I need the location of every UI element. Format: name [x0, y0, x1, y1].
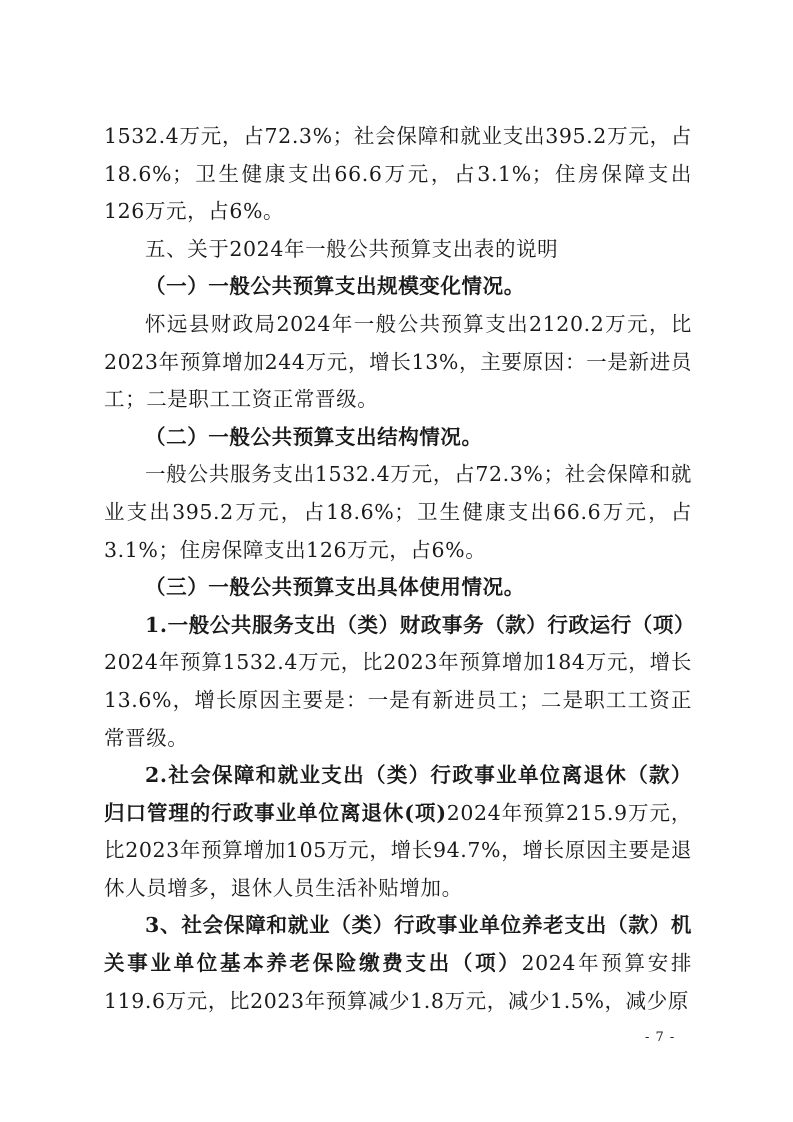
- page-number: - 7 -: [645, 1030, 676, 1045]
- paragraph-text: 一般公共服务支出1532.4万元，占72.3%；社会保障和就业支出395.2万元，占18.6%；卫生健康支出66.6万元，占3.1%；住房保障支出126万元，占6%。: [104, 462, 692, 562]
- subheading-text: （二）一般公共预算支出结构情况。: [145, 424, 483, 449]
- paragraph-continuation: [104, 118, 692, 231]
- subheading-text: （一）一般公共预算支出规模变化情况。: [145, 274, 525, 299]
- paragraph-item-1: [104, 607, 696, 757]
- item-body: 2024年预算215.9万元，比2023年预算增加105万元，增长94.7%，增长原因主要是退休人员增多，退休人员生活补贴增加。: [104, 800, 692, 900]
- item-body: 2024年预算1532.4万元，比2023年预算增加184万元，增长13.6%，增长原因主要是：一是有新进员工；二是职工工资正常晋级。: [104, 650, 692, 750]
- item-title: 1.一般公共服务支出（类）财政事务（款）行政运行（项）: [145, 612, 696, 637]
- paragraph-text: 怀远县财政局2024年一般公共预算支出2120.2万元，比2023年预算增加244万元，增长13%，主要原因：一是新进员工；二是职工工资正常晋级。: [104, 311, 692, 412]
- paragraph-item-2: [104, 757, 692, 907]
- paragraph-text: 1532.4万元，占72.3%；社会保障和就业支出395.2万元，占18.6%；卫生健康支出66.6万元，占3.1%；住房保障支出126万元，占6%。: [104, 124, 692, 224]
- subheading-1: [104, 268, 692, 306]
- item-body: 2024年预算安排119.6万元，比2023年预算减少1.8万元，减少1.5%，减少原: [104, 951, 692, 1013]
- paragraph-scale-change: [104, 306, 692, 419]
- subheading-3: [104, 569, 692, 607]
- item-title: 2.社会保障和就业支出（类）行政事业单位离退休（款）归口管理的行政事业单位离退休(项): [104, 763, 692, 825]
- heading-text: 五、关于2024年一般公共预算支出表的说明: [145, 236, 559, 261]
- subheading-text: （三）一般公共预算支出具体使用情况。: [145, 575, 525, 600]
- paragraph-item-3: [104, 907, 692, 1020]
- document-body: [104, 118, 696, 1020]
- section-heading-5: [104, 231, 692, 269]
- item-title: 3、社会保障和就业（类）行政事业单位养老支出（款）机关事业单位基本养老保险缴费支出（项）: [104, 913, 692, 976]
- paragraph-structure: [104, 456, 692, 569]
- subheading-2: [104, 419, 692, 457]
